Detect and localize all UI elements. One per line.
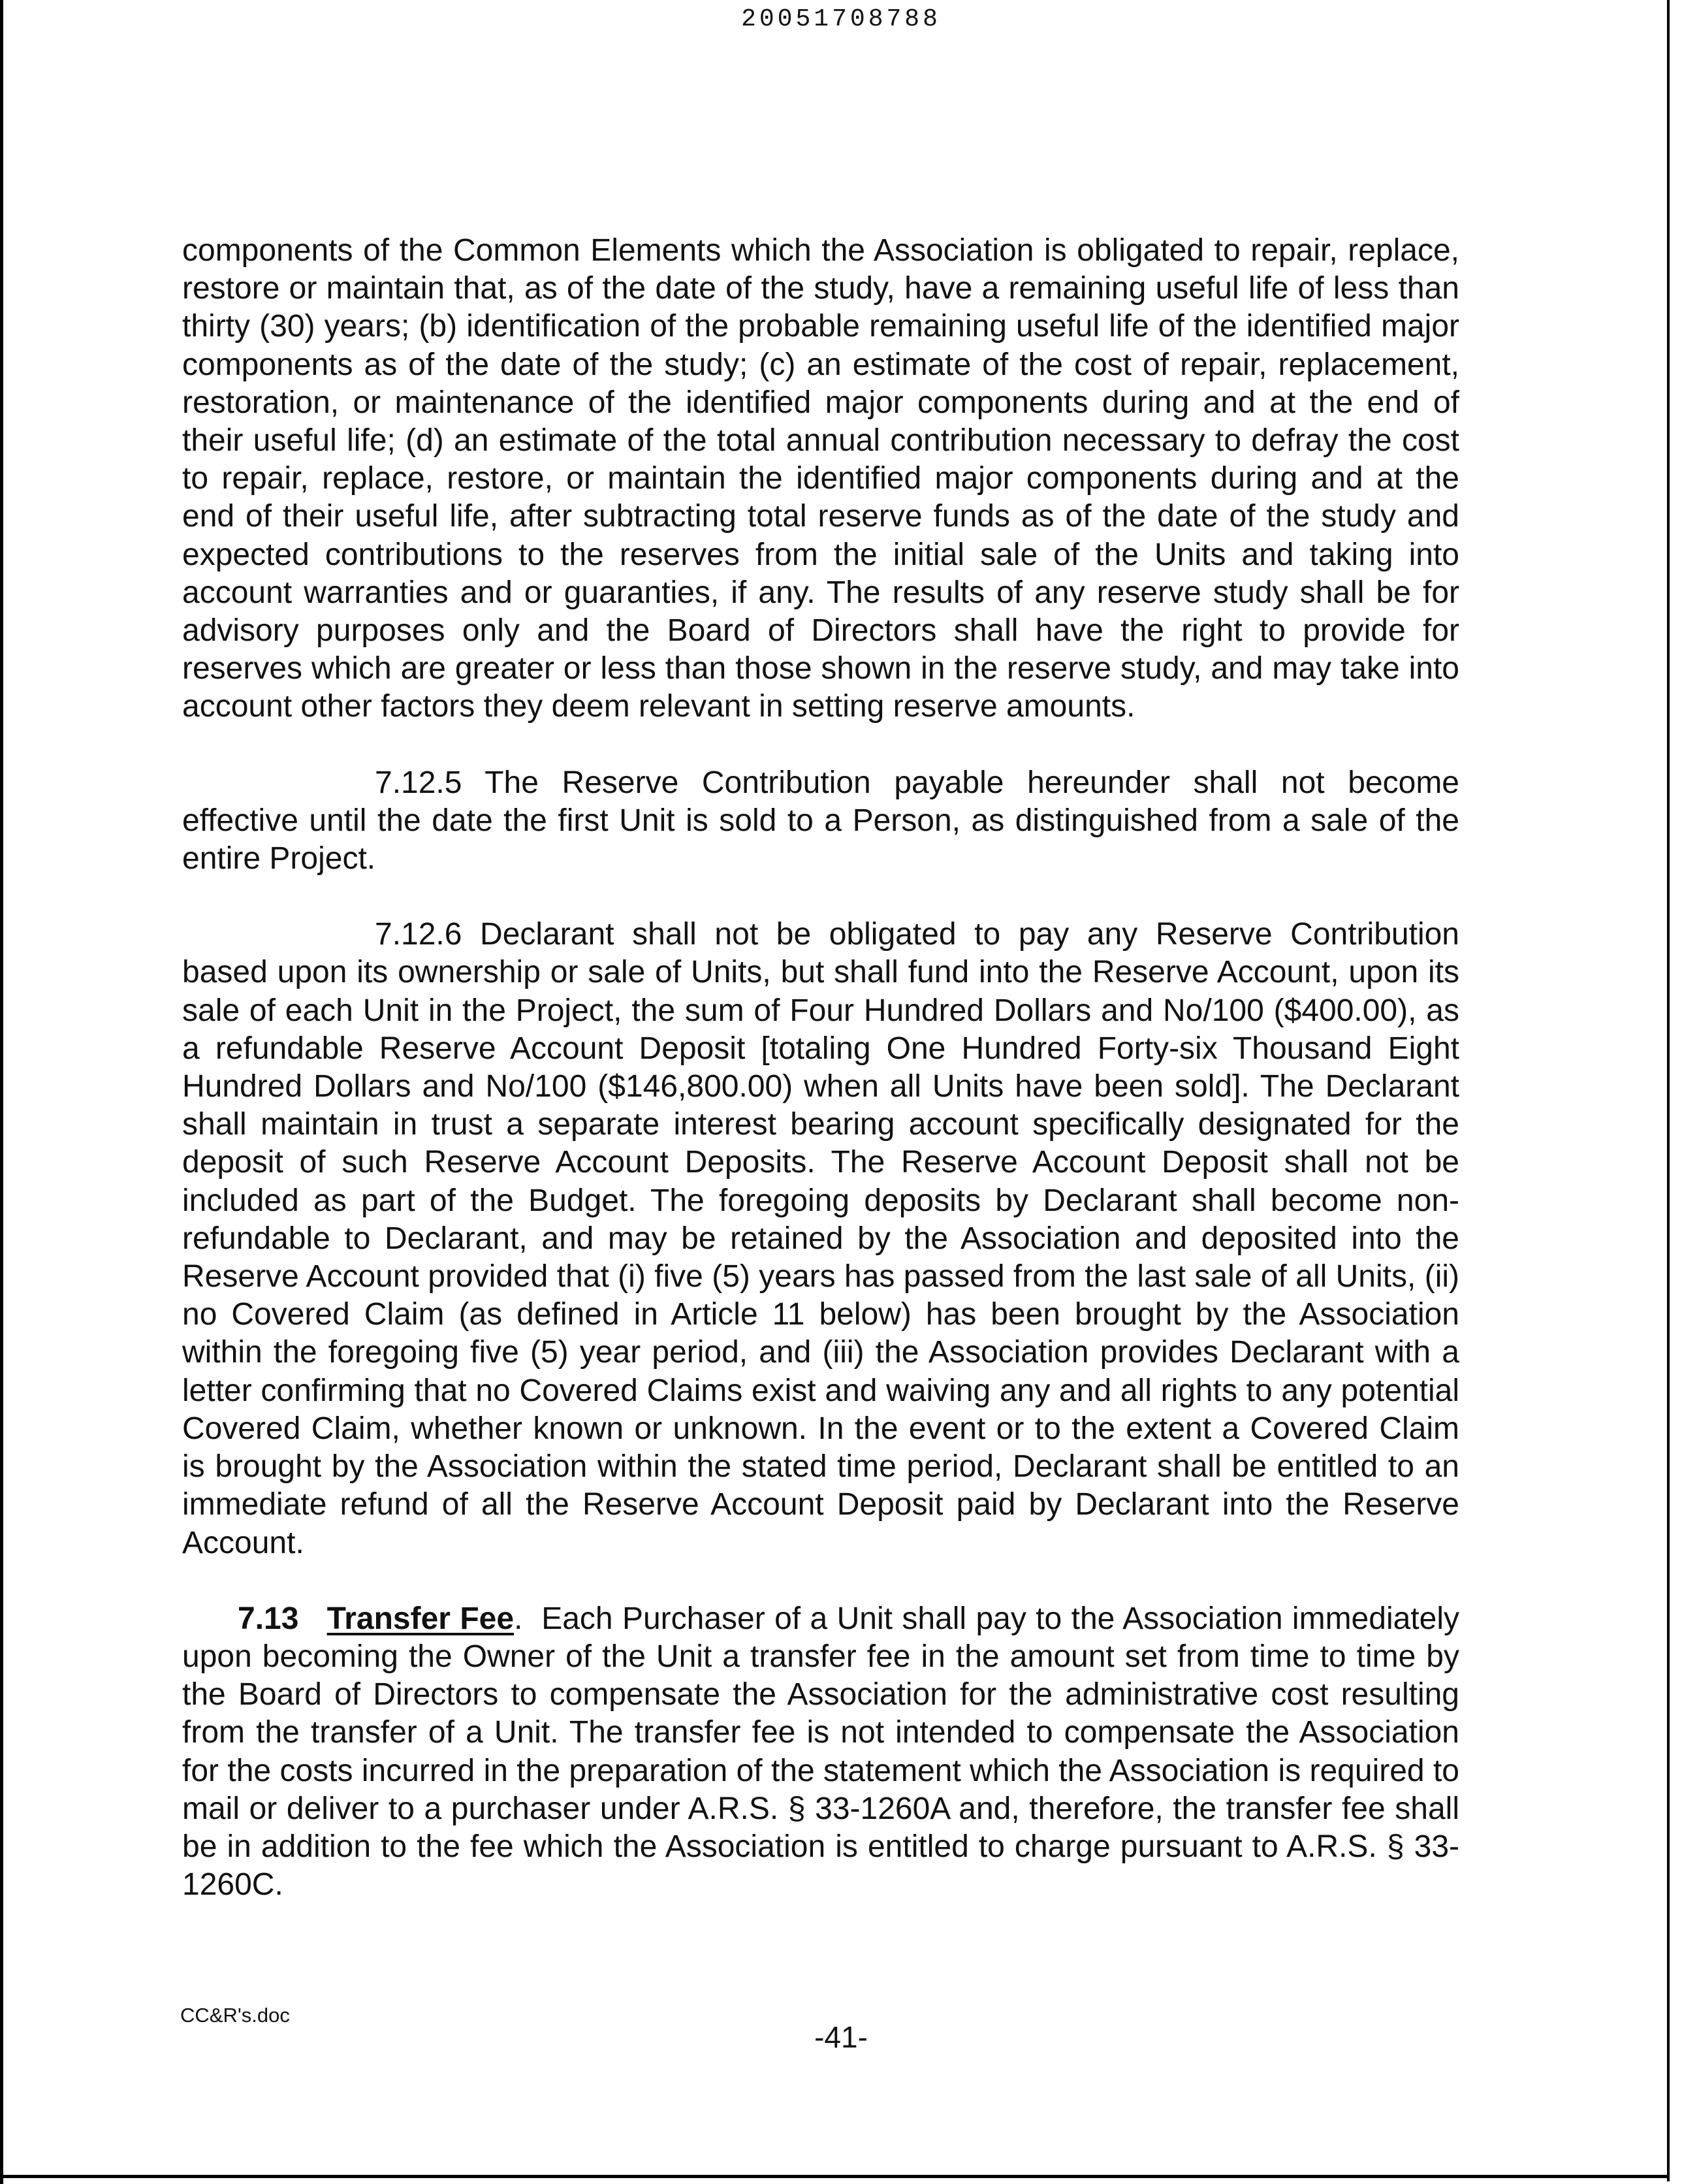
footer-filename: CC&R's.doc [180,2004,290,2027]
section-7-13: 7.13 Transfer Fee. Each Purchaser of a Unit shall pay to the Association immediately upon becoming the Owner of the Unit a transfer fee in the amount set from time to time by the Board of Directors to compensate the Association for the administrative cost resulting from the transfer of a Unit. The transfer fee is not intended to compensate the Association for the costs incurred in the preparation of the statement which the Association is required to mail or deliver to a purchaser under A.R.S. § 33-1260A and, therefore, the transfer fee shall be in addition to the fee which the Association is entitled to charge pursuant to A.R.S. § 33-1260C. [182,1601,1460,1903]
paragraph-continuation: components of the Common Elements which the Association is obligated to repair, replace, restore or maintain that, as of the date of the study, have a remaining useful life of less than thirty (30) years; (b) identification of the probable remaining useful life of the identified major components as of the date of the study; (c) an estimate of the cost of repair, replacement, restoration, or maintenance of the identified major components during and at the end of their useful life; (d) an estimate of the total annual contribution necessary to defray the cost to repair, replace, restore, or maintain the identified major components during and at the end of their useful life, after subtracting total reserve funds as of the date of the study and expected contributions to the reserves from the initial sale of the Units and taking into account warranties and or guaranties, if any. The results of any reserve study shall be for advisory purposes only and the Board of Directors shall have the right to provide for reserves which are greater or less than those shown in the reserve study, and may take into account other factors they deem relevant in setting reserve amounts. [182,233,1459,724]
paragraph-7-12-5: 7.12.5 The Reserve Contribution payable hereunder shall not become effective until the date the first Unit is sold to a Person, as distinguished from a sale of the entire Project. [182,765,1459,876]
section-title: Transfer Fee [326,1601,515,1636]
document-body [182,232,1459,1904]
scan-border-right [1667,0,1670,2181]
scan-border-bottom [0,2175,1669,2178]
document-number: 20051708788 [741,5,941,33]
section-body: Each Purchaser of a Unit shall pay to the Association immediately upon becoming the Owner of the Unit a transfer fee in the amount set from time to time by the Board of Directors to compensate the Association for the administrative cost resulting from the transfer of a Unit. The transfer fee is not intended to compensate the Association for the costs incurred in the preparation of the statement which the Association is required to mail or deliver to a purchaser under A.R.S. § 33-1260A and, therefore, the transfer fee shall be in addition to the fee which the Association is entitled to charge pursuant to A.R.S. § 33-1260C. [182,1601,1460,1903]
scan-border-left [0,0,3,2184]
paragraph-7-12-6: 7.12.6 Declarant shall not be obligated to pay any Reserve Contribution based upon its ownership or sale of Units, but shall fund into the Reserve Account, upon its sale of each Unit in the Project, the sum of Four Hundred Dollars and No/100 ($400.00), as a refundable Reserve Account Deposit [totaling One Hundred Forty-six Thousand Eight Hundred Dollars and No/100 ($146,800.00) when all Units have been sold]. The Declarant shall maintain in trust a separate interest bearing account specifically designated for the deposit of such Reserve Account Deposits. The Reserve Account Deposit shall not be included as part of the Budget. The foregoing deposits by Declarant shall become non-refundable to Declarant, and may be retained by the Association and deposited into the Reserve Account provided that (i) five (5) years has passed from the last sale of all Units, (ii) no Covered Claim (as defined in Article 11 below) has been brought by the Association within the foregoing five (5) year period, and (iii) the Association provides Declarant with a letter confirming that no Covered Claims exist and waiving any and all rights to any potential Covered Claim, whether known or unknown. In the event or to the extent a Covered Claim is brought by the Association within the stated time period, Declarant shall be entitled to an immediate refund of all the Reserve Account Deposit paid by Declarant into the Reserve Account. [182,917,1459,1560]
section-number: 7.13 [238,1601,299,1636]
page-number: -41- [814,2020,868,2054]
